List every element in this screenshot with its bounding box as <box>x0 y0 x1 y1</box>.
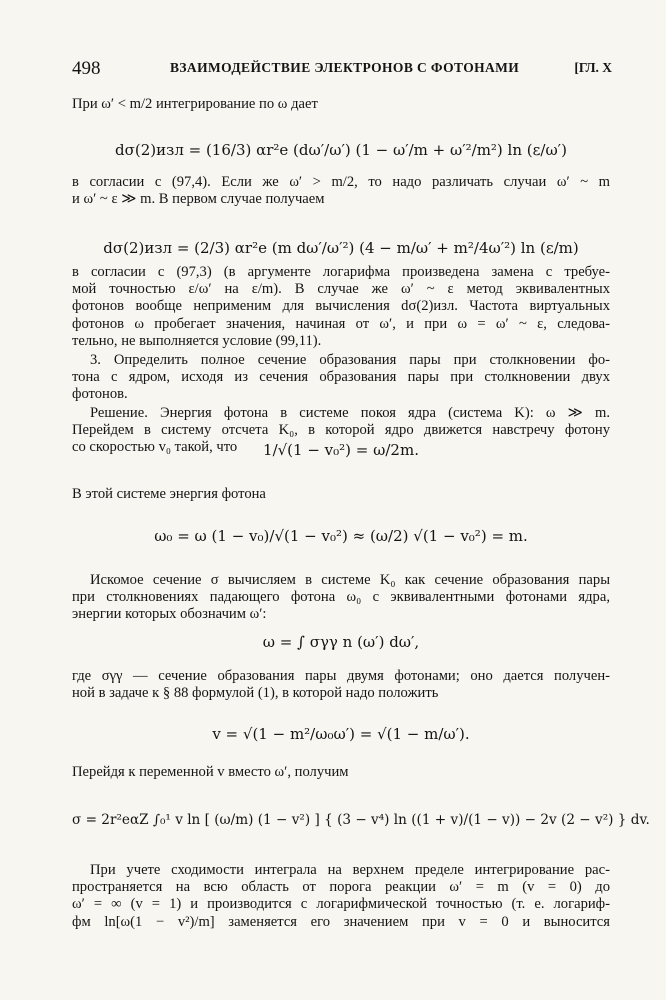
text-line: в согласии с (97,3) (в аргументе логарифма произведена замена с требуе- <box>72 264 610 280</box>
text-line: Перейдя к переменной v вместо ω′, получим <box>72 764 349 780</box>
text-line: фотонов ω пробегает значения, начиная от ω′, и при ω = ω′ ~ ε, следова- <box>72 315 610 332</box>
text-line: в согласии с (97,4). Если же ω′ > m/2, то надо различать случаи ω′ ~ m <box>72 174 610 190</box>
text-line: со скоростью v₀ такой, что <box>72 439 238 456</box>
paragraph-2 <box>72 174 610 208</box>
text-line: где σγγ — сечение образования пары двумя фотонами; оно дается получен- <box>72 668 610 684</box>
formula-3: 1/√(1 − v₀²) = ω/2m. <box>263 441 419 459</box>
text-line: В этой системе энергия фотона <box>72 486 266 502</box>
formula-6: v = √(1 − m²/ω₀ω′) = √(1 − m/ω′). <box>212 725 470 743</box>
text-line: фотонов вообще неприменим для вычисления dσ(2)изл. Частота виртуальных <box>72 298 610 315</box>
text-line: 3. Определить полное сечение образования пары при столкновении фо- <box>90 352 610 368</box>
text-line: фм ln[ω(1 − v²)/m] заменяется его значением при v = 0 и выносится <box>72 913 610 930</box>
text-line: фотонов. <box>72 386 128 403</box>
text-line: и ω′ ~ ε ≫ m. В первом случае получаем <box>72 191 325 208</box>
text-line: При учете сходимости интеграла на верхнем пределе интегрирование рас- <box>90 862 610 878</box>
chapter-label: [ГЛ. Х <box>574 60 612 75</box>
paragraph-8 <box>72 862 610 931</box>
text-line: Перейдем в систему отсчета K₀, в которой ядро движется навстречу фотону <box>72 422 610 439</box>
paragraph-problem-3 <box>72 352 610 404</box>
paragraph-7 <box>72 764 610 781</box>
text-line: при столкновениях падающего фотона ω₀ с эквивалентными фотонами ядра, <box>72 589 610 606</box>
formula-7: σ = 2r²eαZ ∫₀¹ v ln [ (ω/m) (1 − v²) ] { (3 − v⁴) ln ((1 + v)/(1 − v)) − 2v (2 − v²) } dv. <box>72 812 650 828</box>
running-title: ВЗАИМОДЕЙСТВИЕ ЭЛЕКТРОНОВ С ФОТОНАМИ <box>170 60 520 75</box>
text-line: При ω′ < m/2 интегрирование по ω дает <box>72 96 318 112</box>
text-line: ной в задаче к § 88 формулой (1), в которой надо положить <box>72 685 439 702</box>
text-line: мой точностью ε/ω′ на ε/m). В случае же ω′ ~ ε метод эквивалентных <box>72 281 610 298</box>
paragraph-3 <box>72 264 610 350</box>
paragraph-6 <box>72 668 610 702</box>
text-line: ω′ = ∞ (v = 1) и производится с логарифмической точностью (т. е. логариф- <box>72 896 610 913</box>
formula-2: dσ(2)изл = (2/3) αr²e (m dω′/ω′²) (4 − m/ω′ + m²/4ω′²) ln (ε/m) <box>103 239 579 257</box>
formula-5: ω = ∫ σγγ n (ω′) dω′, <box>262 633 420 651</box>
paragraph-5 <box>72 572 610 624</box>
formula-1: dσ(2)изл = (16/3) αr²e (dω′/ω′) (1 − ω′/m + ω′²/m²) ln (ε/ω′) <box>115 141 567 159</box>
paragraph-1 <box>72 96 610 113</box>
text-line: пространяется на всю область от порога реакции ω′ = m (v = 0) до <box>72 879 610 896</box>
text-line: Решение. Энергия фотона в системе покоя ядра (система K): ω ≫ m. <box>90 405 610 421</box>
text-line: энергии которых обозначим ω′: <box>72 606 267 623</box>
formula-4: ω₀ = ω (1 − v₀)/√(1 − v₀²) ≈ (ω/2) √(1 − v₀²) = m. <box>154 527 528 545</box>
paragraph-4 <box>72 486 610 503</box>
page-number: 498 <box>72 58 101 79</box>
page-header <box>72 58 612 82</box>
text-line: Искомое сечение σ вычисляем в системе K₀ как сечение образования пары <box>90 572 610 588</box>
text-line: тона с ядром, исходя из сечения образования пары при столкновении двух <box>72 369 610 386</box>
text-line: тельно, не выполняется условие (99,11). <box>72 332 322 349</box>
